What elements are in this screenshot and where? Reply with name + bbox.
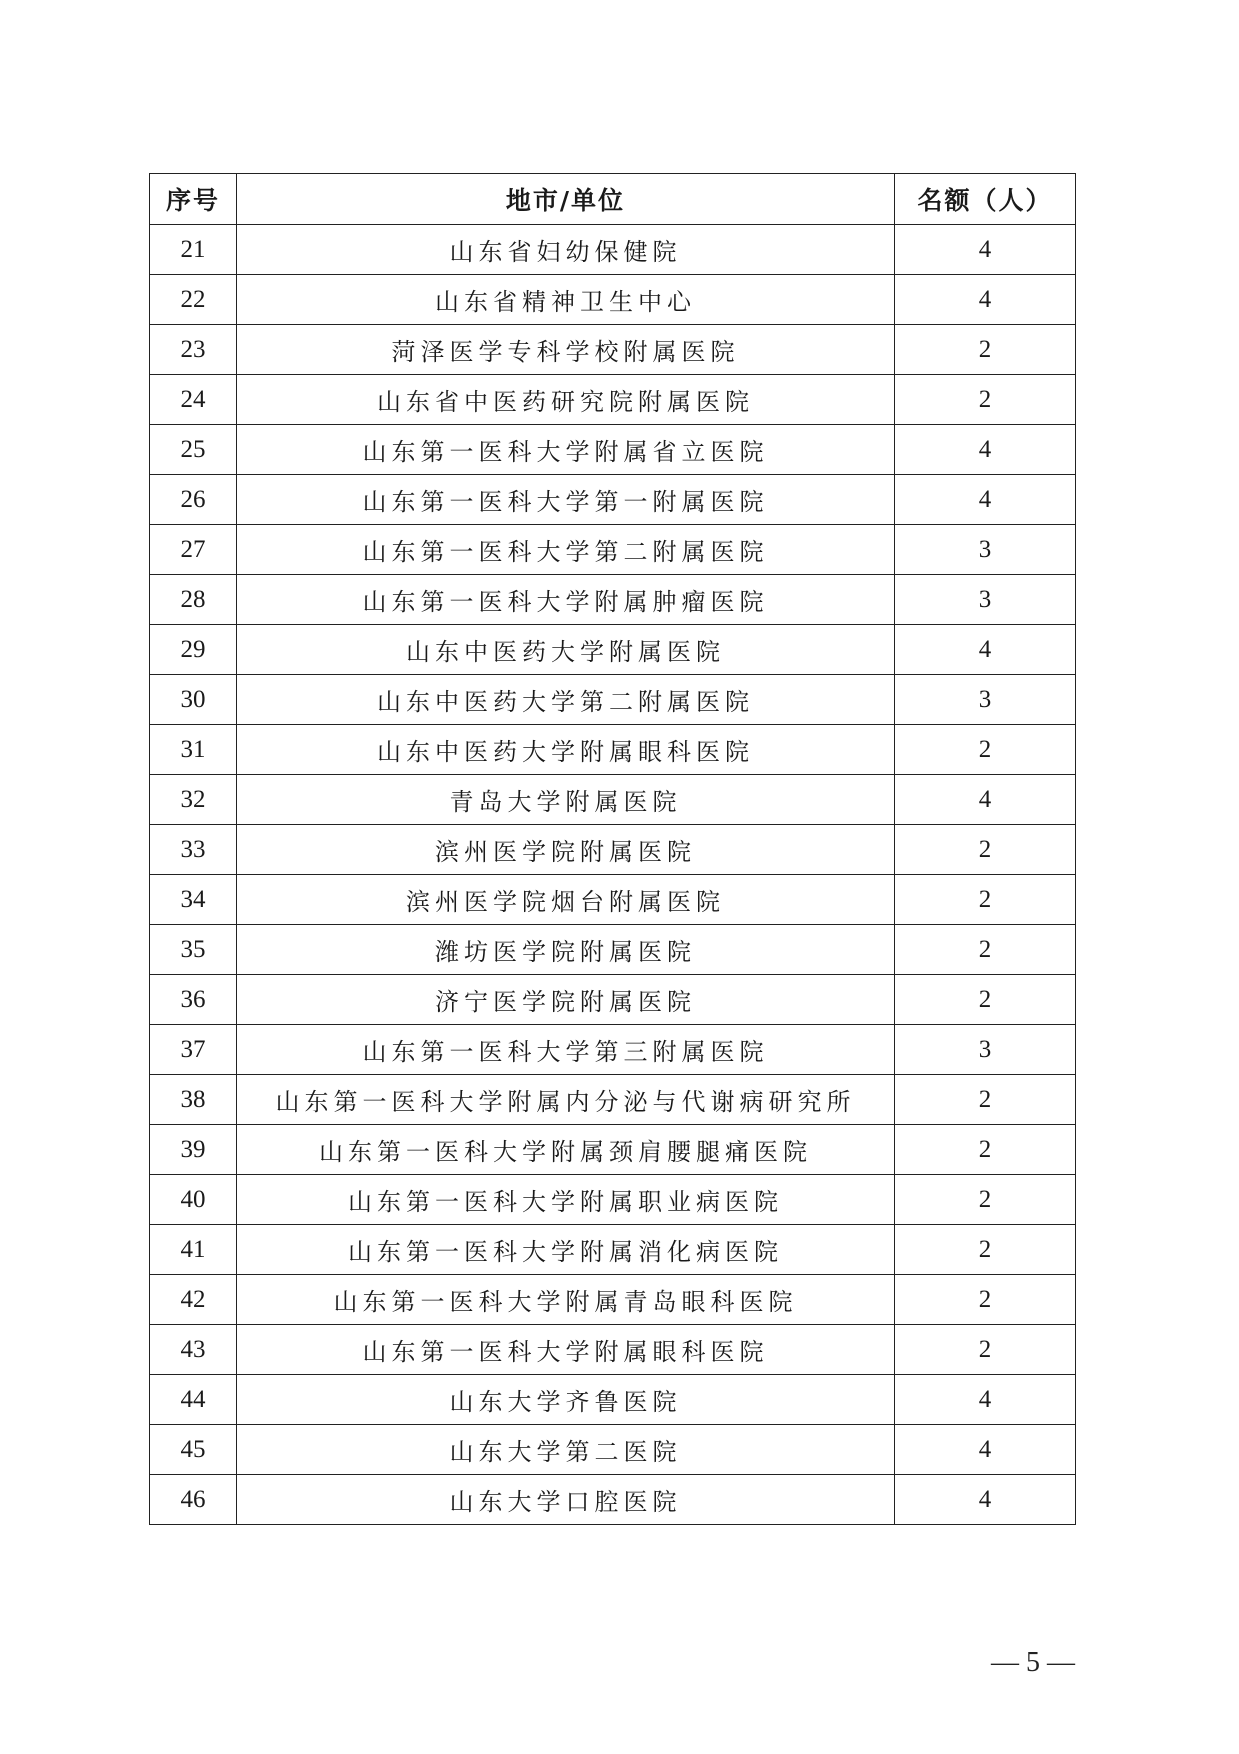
cell-unit: 山东大学齐鲁医院 xyxy=(237,1375,895,1425)
cell-seq: 36 xyxy=(150,975,237,1025)
table-row xyxy=(150,1075,1076,1125)
cell-unit: 山东省妇幼保健院 xyxy=(237,225,895,275)
table-row xyxy=(150,1175,1076,1225)
cell-quota: 3 xyxy=(895,525,1076,575)
header-quota: 名额（人） xyxy=(895,174,1076,225)
cell-seq: 39 xyxy=(150,1125,237,1175)
table-row xyxy=(150,1275,1076,1325)
cell-quota: 4 xyxy=(895,1425,1076,1475)
cell-seq: 34 xyxy=(150,875,237,925)
table-row xyxy=(150,1025,1076,1075)
cell-seq: 25 xyxy=(150,425,237,475)
header-unit: 地市/单位 xyxy=(237,174,895,225)
cell-seq: 35 xyxy=(150,925,237,975)
cell-quota: 4 xyxy=(895,225,1076,275)
cell-seq: 38 xyxy=(150,1075,237,1125)
cell-quota: 4 xyxy=(895,1375,1076,1425)
table-row xyxy=(150,225,1076,275)
cell-quota: 4 xyxy=(895,625,1076,675)
cell-unit: 山东第一医科大学附属内分泌与代谢病研究所 xyxy=(237,1075,895,1125)
table-row xyxy=(150,575,1076,625)
cell-unit: 济宁医学院附属医院 xyxy=(237,975,895,1025)
page-number: — 5 — xyxy=(991,1647,1075,1678)
cell-unit: 山东第一医科大学第三附属医院 xyxy=(237,1025,895,1075)
cell-seq: 43 xyxy=(150,1325,237,1375)
table-row xyxy=(150,425,1076,475)
cell-unit: 滨州医学院烟台附属医院 xyxy=(237,875,895,925)
cell-seq: 29 xyxy=(150,625,237,675)
cell-seq: 21 xyxy=(150,225,237,275)
cell-quota: 3 xyxy=(895,1025,1076,1075)
cell-unit: 山东中医药大学附属医院 xyxy=(237,625,895,675)
table-body xyxy=(150,225,1076,1525)
table-row xyxy=(150,1225,1076,1275)
table-row xyxy=(150,475,1076,525)
cell-seq: 46 xyxy=(150,1475,237,1525)
cell-quota: 4 xyxy=(895,475,1076,525)
table-row xyxy=(150,1125,1076,1175)
cell-unit: 山东大学口腔医院 xyxy=(237,1475,895,1525)
cell-quota: 3 xyxy=(895,675,1076,725)
cell-seq: 22 xyxy=(150,275,237,325)
quota-table xyxy=(149,173,1076,1525)
cell-unit: 山东省精神卫生中心 xyxy=(237,275,895,325)
cell-unit: 山东第一医科大学附属肿瘤医院 xyxy=(237,575,895,625)
cell-quota: 2 xyxy=(895,975,1076,1025)
table-row xyxy=(150,1475,1076,1525)
cell-unit: 山东第一医科大学附属消化病医院 xyxy=(237,1225,895,1275)
cell-unit: 山东省中医药研究院附属医院 xyxy=(237,375,895,425)
cell-quota: 2 xyxy=(895,1275,1076,1325)
cell-unit: 山东中医药大学附属眼科医院 xyxy=(237,725,895,775)
cell-unit: 山东第一医科大学第二附属医院 xyxy=(237,525,895,575)
header-seq: 序号 xyxy=(150,174,237,225)
cell-seq: 32 xyxy=(150,775,237,825)
cell-unit: 山东第一医科大学附属颈肩腰腿痛医院 xyxy=(237,1125,895,1175)
cell-seq: 45 xyxy=(150,1425,237,1475)
cell-seq: 44 xyxy=(150,1375,237,1425)
cell-quota: 2 xyxy=(895,925,1076,975)
cell-unit: 青岛大学附属医院 xyxy=(237,775,895,825)
cell-quota: 4 xyxy=(895,275,1076,325)
cell-seq: 42 xyxy=(150,1275,237,1325)
table-row xyxy=(150,975,1076,1025)
cell-quota: 2 xyxy=(895,1125,1076,1175)
table-row xyxy=(150,725,1076,775)
table-row xyxy=(150,525,1076,575)
cell-seq: 27 xyxy=(150,525,237,575)
cell-quota: 4 xyxy=(895,775,1076,825)
table-row xyxy=(150,825,1076,875)
cell-quota: 3 xyxy=(895,575,1076,625)
table-row xyxy=(150,1425,1076,1475)
cell-quota: 2 xyxy=(895,1175,1076,1225)
cell-unit: 山东第一医科大学附属省立医院 xyxy=(237,425,895,475)
table-row xyxy=(150,625,1076,675)
cell-quota: 2 xyxy=(895,725,1076,775)
cell-seq: 23 xyxy=(150,325,237,375)
cell-seq: 31 xyxy=(150,725,237,775)
cell-quota: 4 xyxy=(895,425,1076,475)
cell-unit: 潍坊医学院附属医院 xyxy=(237,925,895,975)
cell-unit: 山东第一医科大学附属职业病医院 xyxy=(237,1175,895,1225)
cell-seq: 24 xyxy=(150,375,237,425)
cell-quota: 4 xyxy=(895,1475,1076,1525)
cell-unit: 山东第一医科大学第一附属医院 xyxy=(237,475,895,525)
cell-seq: 37 xyxy=(150,1025,237,1075)
table-row xyxy=(150,275,1076,325)
table-row xyxy=(150,1375,1076,1425)
cell-seq: 41 xyxy=(150,1225,237,1275)
table-row xyxy=(150,325,1076,375)
cell-seq: 26 xyxy=(150,475,237,525)
table-row xyxy=(150,675,1076,725)
cell-seq: 33 xyxy=(150,825,237,875)
cell-seq: 30 xyxy=(150,675,237,725)
cell-unit: 山东中医药大学第二附属医院 xyxy=(237,675,895,725)
table-row xyxy=(150,925,1076,975)
cell-seq: 40 xyxy=(150,1175,237,1225)
cell-unit: 山东第一医科大学附属眼科医院 xyxy=(237,1325,895,1375)
cell-quota: 2 xyxy=(895,825,1076,875)
cell-unit: 山东大学第二医院 xyxy=(237,1425,895,1475)
cell-quota: 2 xyxy=(895,375,1076,425)
table-row xyxy=(150,375,1076,425)
cell-seq: 28 xyxy=(150,575,237,625)
table-row xyxy=(150,875,1076,925)
table-row xyxy=(150,775,1076,825)
cell-quota: 2 xyxy=(895,1225,1076,1275)
cell-unit: 菏泽医学专科学校附属医院 xyxy=(237,325,895,375)
cell-unit: 滨州医学院附属医院 xyxy=(237,825,895,875)
cell-quota: 2 xyxy=(895,875,1076,925)
table-header-row xyxy=(150,174,1076,225)
cell-quota: 2 xyxy=(895,1075,1076,1125)
cell-quota: 2 xyxy=(895,325,1076,375)
cell-unit: 山东第一医科大学附属青岛眼科医院 xyxy=(237,1275,895,1325)
cell-quota: 2 xyxy=(895,1325,1076,1375)
table-row xyxy=(150,1325,1076,1375)
